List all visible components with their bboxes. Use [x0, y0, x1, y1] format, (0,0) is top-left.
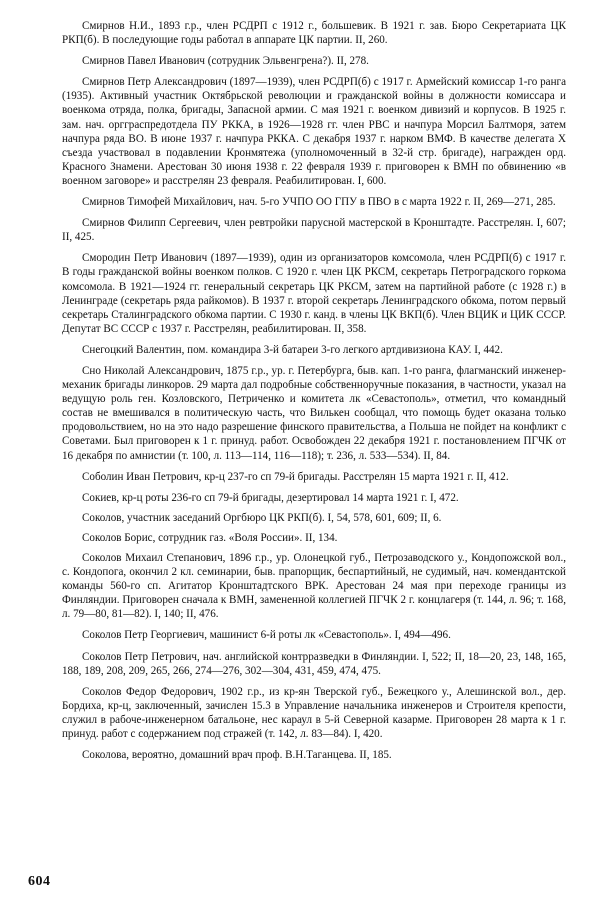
index-entry-smorodin: Смородин Петр Иванович (1897—1939), один из организаторов комсомола, член РСДРП(б) с 1917 г. В годы гражданской войны военком полков. С 1920 г. член ЦК РКСМ, секретарь Петроградского горкома комсомола. В 1921—1924 гг. генеральный секретарь ЦК РКСМ, затем на партийной работе (с 1928 г.) в Ленинграде (секретарь ряда райкомов). В 1937 г. второй секретарь Ленинградского обкома, потом первый секретарь Сталинградского обкома партии. С 1930 г. канд. в члены ЦК ВКП(б). Член ВЦИК и ЦИК СССР. Депутат ВС СССР с 1937 г. Расстрелян, реабилитирован. II, 358.: [62, 252, 566, 335]
index-entry-sokolov-petr-petrovich: Соколов Петр Петрович, нач. английской контрразведки в Финляндии. I, 522; II, 18—20, 23, 148, 165, 188, 189, 208, 209, 265, 266, 274—276, 302—304, 431, 459, 474, 475.: [62, 650, 566, 677]
index-entry-sokolov-petr-georgievich: Соколов Петр Георгиевич, машинист 6-й роты лк «Севастополь». I, 494—496.: [82, 629, 451, 642]
page-number: 604: [28, 874, 51, 889]
index-entry-snegotsky: Снегоцкий Валентин, пом. командира 3-й батареи 3-го легкого артдивизиона КАУ. I, 442.: [82, 343, 503, 356]
index-entry-smirnov-ni: Смирнов Н.И., 1893 г.р., член РСДРП с 1912 г., большевик. В 1921 г. зав. Бюро Секретариата ЦК РКП(б). В последующие годы работал в аппарате ЦК партии. II, 260.: [62, 20, 566, 47]
index-entry-smirnov-petr: Смирнов Петр Александрович (1897—1939), член РСДРП(б) с 1917 г. Армейский комиссар 1-го ранга (1935). Активный участник Октябрьской революции и гражданской войны в должности комиссара и военкома отряда, полка, бригады, Запасной армии. С мая 1921 г. военком дивизий и корпусов. В 1925 г. зам. нач. оргграспредотдела ПУ РККА, в 1926—1928 гг. член РВС и начпура Морсил Балтморя, затем начпура ряда ВО. В июне 1937 г. начпура РККА. С декабря 1937 г. нарком ВМФ. В качестве делегата X съезда участвовал в подавлении Кронмятежа (уполномоченный в 32-й стр. бригаде), награжден орд. Красного Знамени. Арестован 30 июня 1938 г. 22 февраля 1939 г. приговорен к ВМН по обвинению «в военном заговоре» и расстрелян 23 февраля. Реабилитирован. I, 600.: [62, 76, 566, 187]
index-entry-smirnov-pavel: Смирнов Павел Иванович (сотрудник Эльвенгрена?). II, 278.: [82, 55, 369, 68]
index-entry-sno: Сно Николай Александрович, 1875 г.р., ур. г. Петербурга, быв. кап. 1-го ранга, флагманский инженер-механик бригады линкоров. 29 марта дал подробные собственноручные показания, в частности, указал на ведущую роль ген. Козловского, Петриченко и комитета лк «Севастополь», отметил, что командный состав не вмешивался в политическую часть, что Вилькен сообщал, что помощь будет оказана только продовольствием, но на это надо разрешение финского правительства, а Польша не пойдет на конфликт с Советами. Был приговорен к 1 г. принуд. работ. Освобожден 22 декабря 1921 г. постановлением ПГЧК от 16 декабря по амнистии (т. 100, л. 113—114, 116—118); т. 236, л. 533—534). II, 84.: [62, 364, 566, 462]
index-page-body: [62, 19, 566, 769]
index-entry-sokolov: Соколов, участник заседаний Оргбюро ЦК РКП(б). I, 54, 578, 601, 609; II, 6.: [82, 511, 442, 524]
index-entry-sokolova: Соколова, вероятно, домашний врач проф. В.Н.Таганцева. II, 185.: [82, 749, 392, 762]
index-entry-sokolov-mikhail: Соколов Михаил Степанович, 1896 г.р., ур. Олонецкой губ., Петрозаводского у., Кондопожской вол., с. Кондопога, окончил 2 кл. семинарии, быв. прапорщик, беспартийный, не судимый, нач. комендантской команды 560-го сп. Агитатор Кронштадтского ВРК. Арестован 24 мая при переходе границы из Финляндии. Приговорен сначала к ВМН, замененной коллегией ПГЧК 2 г. концлагеря (т. 144, л. 96; т. 168, л. 79—80, 81—82). I, 140; II, 476.: [62, 552, 566, 621]
index-entry-sokolov-boris: Соколов Борис, сотрудник газ. «Воля России». II, 134.: [82, 531, 338, 544]
index-entry-smirnov-filipp: Смирнов Филипп Сергеевич, член ревтройки парусной мастерской в Кронштадте. Расстрелян. I, 607; II, 425.: [62, 217, 566, 244]
index-entry-sokolov-fedor: Соколов Федор Федорович, 1902 г.р., из кр-ян Тверской губ., Бежецкого у., Алешинской вол., дер. Бордиха, кр-ц, заключенный, зачислен 15.3 в Управление начальника инженеров и Строителя крепости, служил в рабоче-инженерном батальоне, нес караул в 5-й Северной казарме. Приговорен 28 марта к 1 г. принуд. работ с содержанием под стражей (т. 142, л. 83—84). I, 420.: [62, 685, 566, 741]
index-entry-sobolin: Соболин Иван Петрович, кр-ц 237-го сп 79-й бригады. Расстрелян 15 марта 1921 г. II, 412.: [82, 470, 509, 483]
index-entry-sokiev: Сокиев, кр-ц роты 236-го сп 79-й бригады, дезертировал 14 марта 1921 г. I, 472.: [82, 491, 459, 504]
index-entry-smirnov-timofei: Смирнов Тимофей Михайлович, нач. 5-го УЧПО ОО ГПУ в ПВО в с марта 1922 г. II, 269—271, 285.: [82, 196, 556, 209]
